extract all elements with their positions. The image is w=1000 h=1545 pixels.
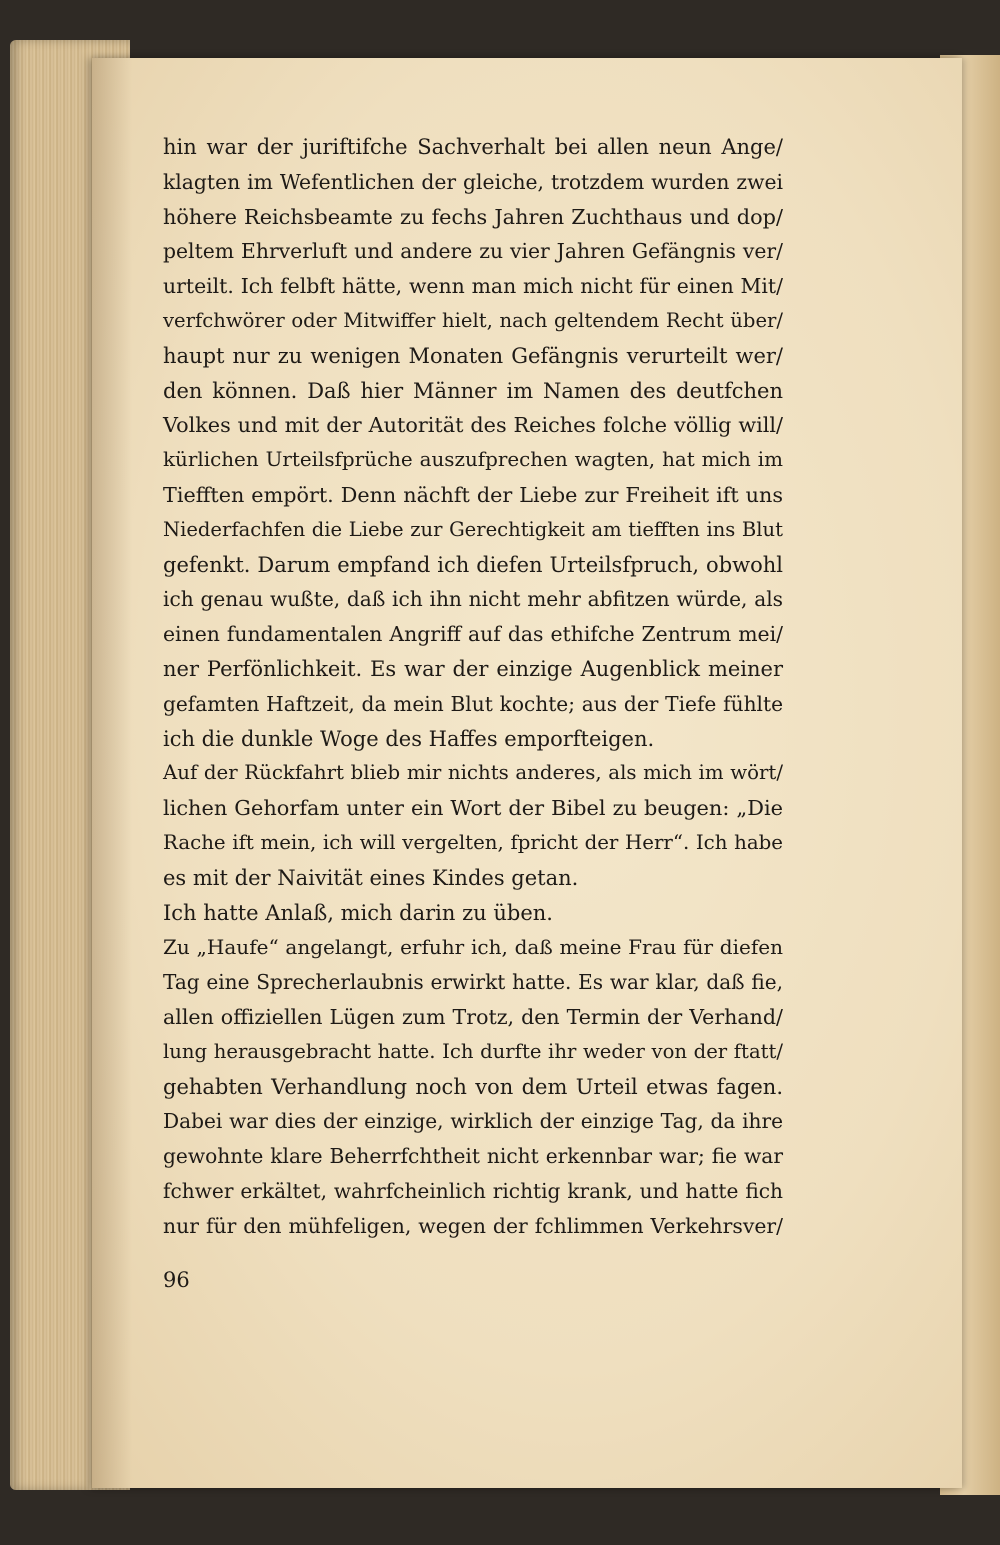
text-line: Rache ift mein, ich will vergelten, fpricht der Herr“. Ich habe [163, 830, 783, 854]
text-line: Zu „Haufe“ angelangt, erfuhr ich, daß meine Frau für diefen [163, 935, 783, 960]
text-line: ich genau wußte, daß ich ihn nicht mehr abfitzen würde, als [163, 587, 783, 612]
text-line: klagten im Wefentlichen der gleiche, trotzdem wurden zwei [163, 169, 783, 194]
gutter-shadow [92, 58, 132, 1488]
text-line: hin war der juriftifche Sachverhalt bei allen neun Ange/ [163, 135, 783, 159]
text-line: nur für den mühfeligen, wegen der fchlimmen Verkehrsver/ [163, 1213, 783, 1238]
text-line: Dabei war dies der einzige, wirklich der einzige Tag, da ihre [163, 1109, 783, 1134]
text-line: gehabten Verhandlung noch von dem Urteil etwas fagen. [163, 1074, 783, 1099]
text-line: kürlichen Urteilsfprüche auszufprechen wagten, hat mich im [163, 448, 783, 472]
text-line: es mit der Naivität eines Kindes getan. [163, 865, 579, 890]
page-number: 96 [163, 1268, 190, 1292]
text-line: Auf der Rückfahrt blieb mir nichts anderes, als mich im wört/ [163, 761, 783, 785]
text-line: Tag eine Sprecherlaubnis erwirkt hatte. Es war klar, daß fie, [163, 970, 783, 995]
text-line: ner Perfönlichkeit. Es war der einzige Augenblick meiner [163, 656, 783, 681]
text-line: verfchwörer oder Mitwiffer hielt, nach geltendem Recht über/ [163, 308, 783, 332]
text-line: einen fundamentalen Angriff auf das ethifche Zentrum mei/ [163, 622, 783, 647]
text-line: lichen Gehorfam unter ein Wort der Bibel zu beugen: „Die [163, 796, 783, 821]
text-line: gefenkt. Darum empfand ich diefen Urteilsfpruch, obwohl [163, 552, 783, 577]
text-line: höhere Reichsbeamte zu fechs Jahren Zuchthaus und dop/ [163, 204, 783, 229]
text-line: den können. Daß hier Männer im Namen des deutfchen [163, 378, 783, 403]
text-line: urteilt. Ich felbft hätte, wenn man mich nicht für einen Mit/ [163, 274, 783, 299]
text-line: peltem Ehrverluft und andere zu vier Jahren Gefängnis ver/ [163, 239, 783, 264]
text-line: gewohnte klare Beherrfchtheit nicht erkennbar war; fie war [163, 1144, 783, 1169]
text-line: fchwer erkältet, wahrfcheinlich richtig krank, und hatte fich [163, 1178, 783, 1203]
text-line: Niederfachfen die Liebe zur Gerechtigkeit am tiefften ins Blut [163, 517, 783, 541]
text-line: Ich hatte Anlaß, mich darin zu üben. [163, 900, 553, 925]
body-text [163, 130, 783, 1244]
text-line: lung herausgebracht hatte. Ich durfte ihr weder von der ftatt/ [163, 1039, 783, 1063]
text-line: gefamten Haftzeit, da mein Blut kochte; aus der Tiefe fühlte [163, 691, 783, 716]
text-line: Volkes und mit der Autorität des Reiches folche völlig will/ [163, 413, 783, 438]
text-line: allen offiziellen Lügen zum Trotz, den Termin der Verhand/ [163, 1004, 783, 1029]
text-line: Tiefften empört. Denn nächft der Liebe zur Freiheit ift uns [163, 482, 783, 507]
text-line: ich die dunkle Woge des Haffes emporfteigen. [163, 726, 655, 751]
text-line: haupt nur zu wenigen Monaten Gefängnis verurteilt wer/ [163, 343, 783, 368]
